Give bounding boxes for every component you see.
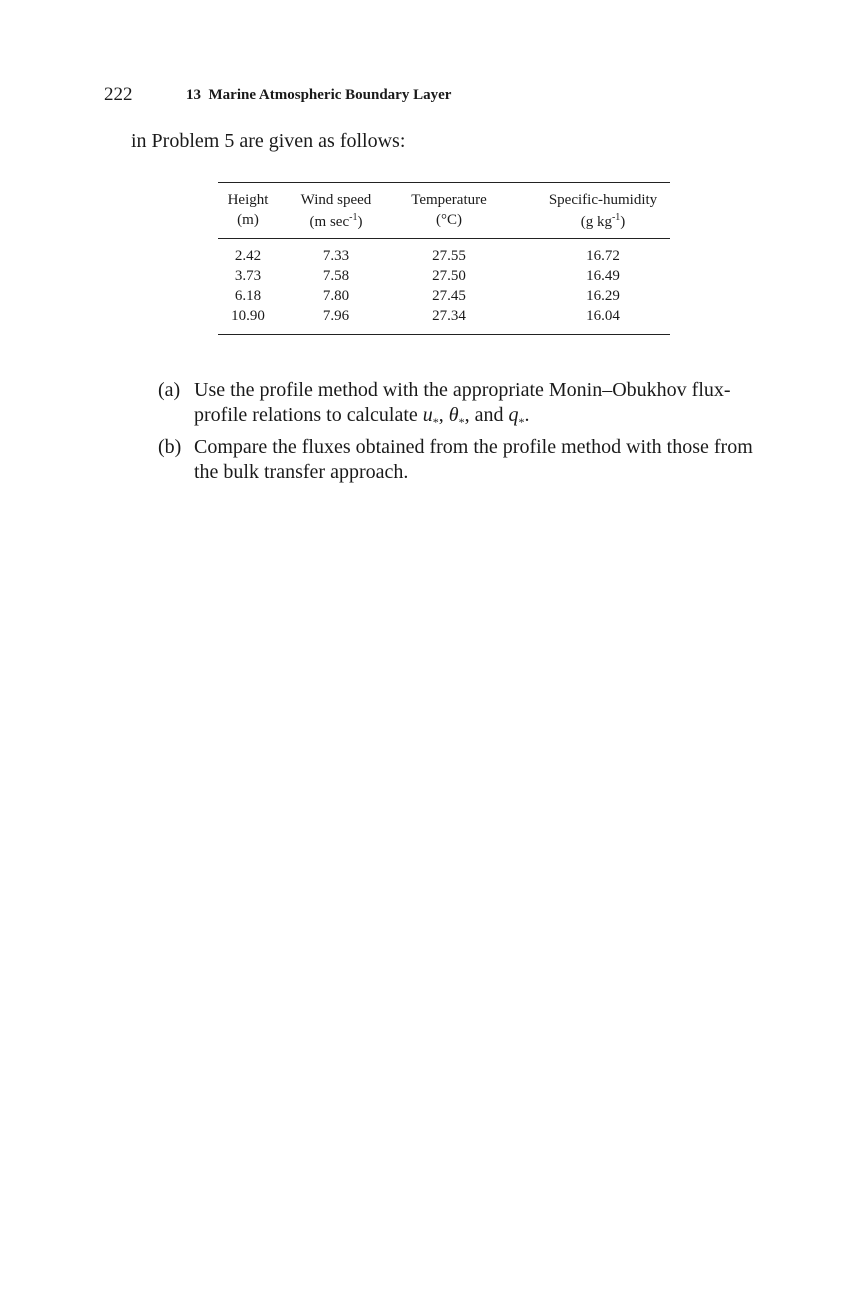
problem-item-b	[158, 435, 768, 485]
q-star-symbol: $q_*$	[508, 404, 525, 429]
cell-height: 10.90	[231, 308, 265, 324]
problem-list	[158, 378, 768, 485]
page-header	[104, 84, 764, 108]
cell-specific-humidity: 16.04	[586, 308, 620, 324]
running-head: 13 Marine Atmospheric Boundary Layer	[186, 87, 452, 103]
table-top-rule	[218, 182, 670, 183]
cell-temperature: 27.34	[432, 308, 466, 324]
unit-temperature: (°C)	[436, 212, 462, 228]
problem-label: (b)	[158, 436, 182, 458]
cell-temperature: 27.45	[432, 288, 466, 304]
unit-wind-speed: (m $\sec^{-1}$)	[309, 212, 363, 230]
cell-height: 6.18	[234, 288, 262, 304]
page-number: 222	[104, 84, 133, 105]
cell-temperature: 27.50	[432, 268, 466, 284]
theta-star-symbol: $\theta_*$	[448, 404, 465, 429]
cell-height: 3.73	[234, 268, 262, 284]
unit-specific-humidity: (g $kg^{-1}$)	[580, 212, 626, 230]
cell-wind-speed: 7.80	[322, 288, 350, 304]
u-star-symbol: $u_*$	[422, 404, 439, 429]
lead-text: in Problem 5 are given as follows:	[131, 130, 406, 152]
cell-wind-speed: 7.58	[322, 268, 350, 284]
cell-wind-speed: 7.96	[322, 308, 350, 324]
unit-height: (m)	[237, 212, 259, 228]
problem-text: Use the profile method with the appropriate Monin–Obukhov flux-profile relations to calculate $u_*$, $\theta_*$, and $q_*$.	[194, 379, 731, 429]
cell-height: 2.42	[234, 248, 262, 264]
problem-label: (a)	[158, 379, 181, 401]
header-temperature: Temperature	[411, 192, 487, 208]
header-wind-speed: Wind speed	[300, 192, 372, 208]
table-header-rule	[218, 238, 670, 239]
cell-specific-humidity: 16.29	[586, 288, 620, 304]
problem-item-a	[158, 378, 768, 435]
cell-specific-humidity: 16.49	[586, 268, 620, 284]
header-height: Height	[227, 192, 269, 208]
problem-text: Compare the fluxes obtained from the profile method with those from the bulk transfer approach.	[194, 436, 753, 483]
cell-specific-humidity: 16.72	[586, 248, 620, 264]
header-specific-humidity: Specific-humidity	[548, 192, 658, 208]
cell-wind-speed: 7.33	[322, 248, 350, 264]
cell-temperature: 27.55	[432, 248, 466, 264]
table-bottom-rule	[218, 334, 670, 335]
